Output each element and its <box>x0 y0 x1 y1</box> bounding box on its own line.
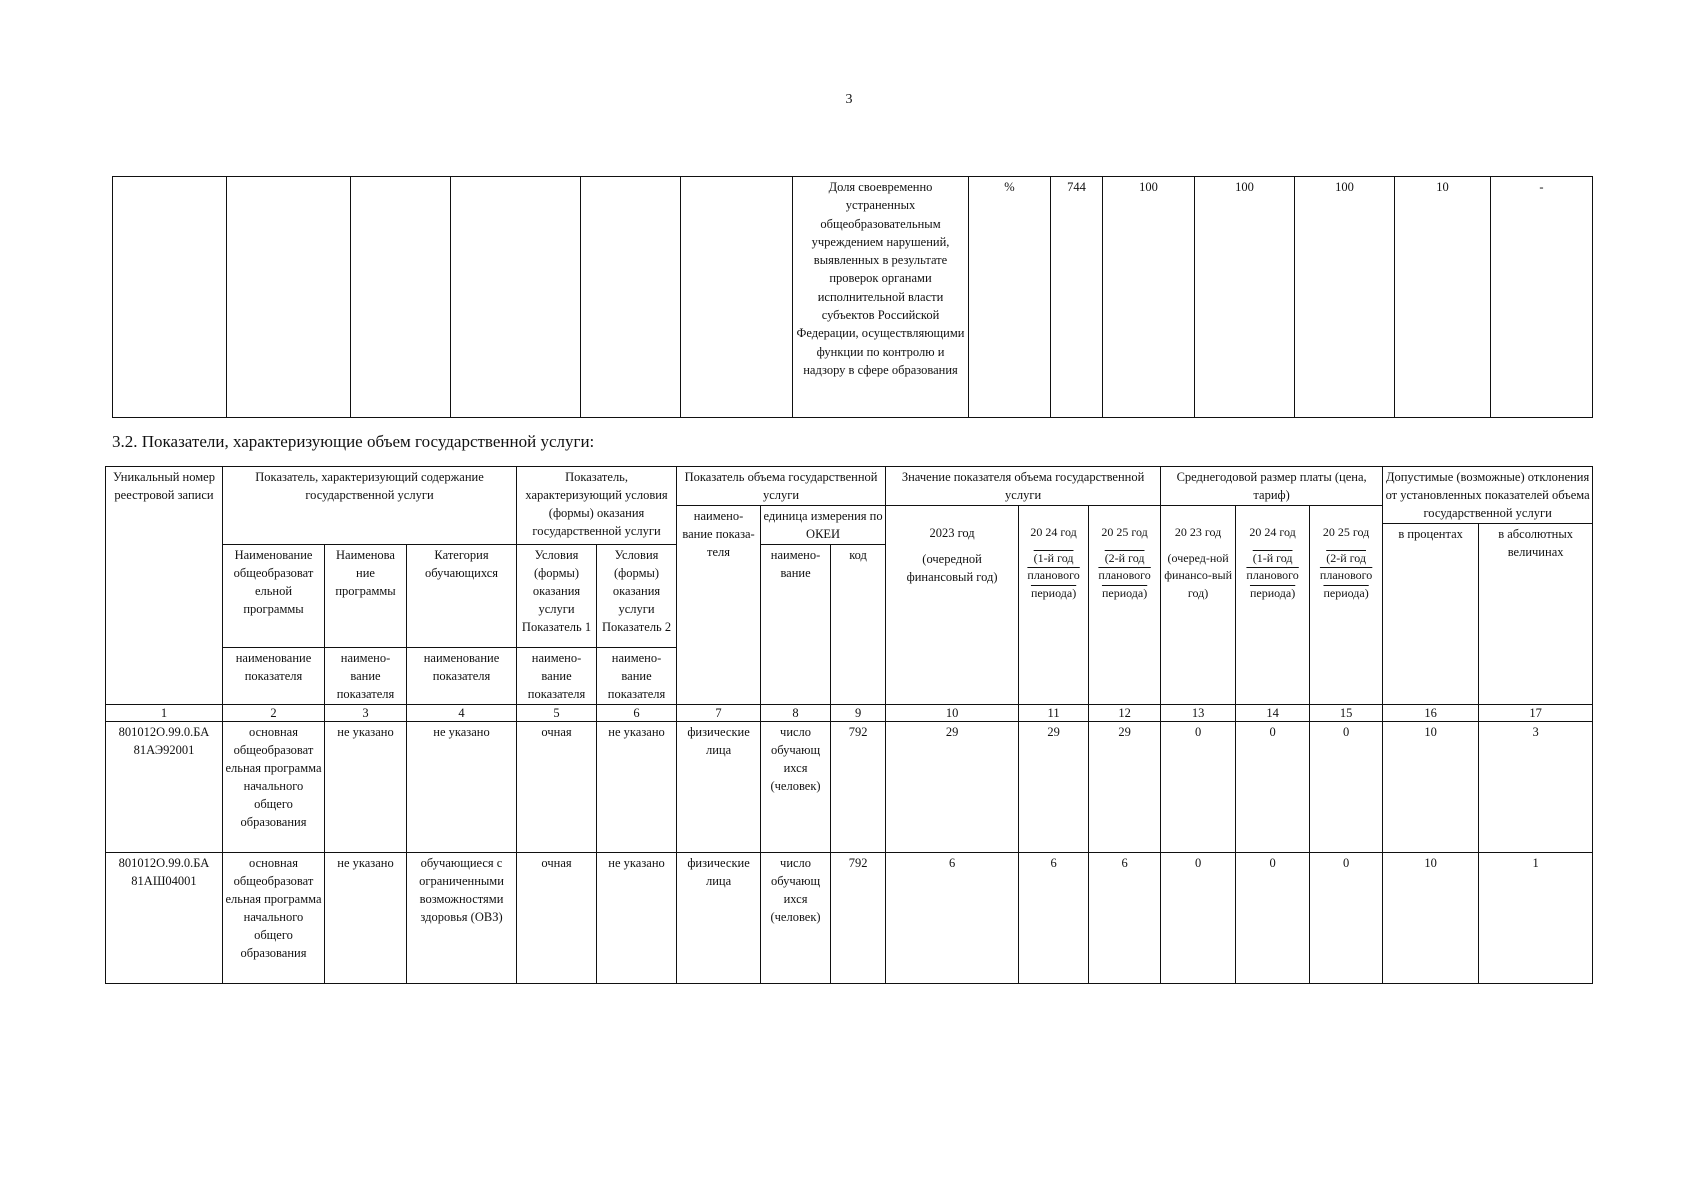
row-fee-2024: 0 <box>1236 853 1310 984</box>
empty-cell <box>581 177 681 418</box>
row-fee-2025: 0 <box>1310 722 1383 853</box>
header-label-name-4: наимено-вание показателя <box>517 648 597 705</box>
row-value-2024: 6 <box>1019 853 1089 984</box>
column-number: 4 <box>407 705 517 722</box>
header-volume-value: Значение показателя объема государственной услуги <box>886 467 1161 506</box>
header-value-2025-note: (2-й год планового периода) <box>1098 550 1151 600</box>
column-number-row <box>106 705 1593 722</box>
header-conditions-indicator: Показатель, характеризующий условия (формы) оказания государственной услуги <box>517 467 677 545</box>
row-unit: число обучающ ихся (человек) <box>761 853 831 984</box>
row-deviation-percent: 10 <box>1383 853 1479 984</box>
header-deviations: Допустимые (возможные) отклонения от установленных показателей объема государственной услуги <box>1383 467 1593 524</box>
row-value-2023: 6 <box>886 853 1019 984</box>
header-fee-2023 <box>1161 506 1236 705</box>
header-average-fee: Среднегодовой размер платы (цена, тариф) <box>1161 467 1383 506</box>
row-unique-number: 801012О.99.0.БА 81АШ04001 <box>106 853 223 984</box>
column-number: 14 <box>1236 705 1310 722</box>
header-value-2024 <box>1019 506 1089 705</box>
column-number: 5 <box>517 705 597 722</box>
row-program-name: не указано <box>325 853 407 984</box>
row-fee-2023: 0 <box>1161 853 1236 984</box>
header-program-type: Наименование общеобразоват ельной программы <box>223 545 325 648</box>
code-cell: 744 <box>1051 177 1103 418</box>
column-number: 8 <box>761 705 831 722</box>
header-value-2024-year: 20 24 год <box>1030 525 1077 539</box>
header-fee-2024-note: (1-й год планового периода) <box>1246 550 1299 600</box>
quality-indicators-table-continuation <box>112 176 1593 418</box>
column-number: 2 <box>223 705 325 722</box>
header-condition-2: Условия (формы) оказания услуги Показатель 2 <box>597 545 677 648</box>
header-value-2023 <box>886 506 1019 705</box>
row-condition-1: очная <box>517 853 597 984</box>
header-value-2023-year: 2023 год <box>929 526 975 540</box>
empty-cell <box>451 177 581 418</box>
table-row <box>106 722 1593 853</box>
header-value-2023-note: (очередной финансовый год) <box>906 552 998 584</box>
row-category: обучающиеся с ограниченными возможностями здоровья (ОВЗ) <box>407 853 517 984</box>
row-program-name: не указано <box>325 722 407 853</box>
table-row <box>106 853 1593 984</box>
row-value-2025: 6 <box>1089 853 1161 984</box>
row-deviation-absolute: 1 <box>1479 853 1593 984</box>
header-value-2025-year: 20 25 год <box>1101 525 1148 539</box>
deviation-percent-cell: 10 <box>1395 177 1491 418</box>
header-content-indicator: Показатель, характеризующий содержание государственной услуги <box>223 467 517 545</box>
header-fee-2024-year: 20 24 год <box>1249 525 1296 539</box>
value-2024-cell: 100 <box>1195 177 1295 418</box>
row-deviation-absolute: 3 <box>1479 722 1593 853</box>
header-fee-2025-year: 20 25 год <box>1322 525 1370 539</box>
header-unit-okei: единица измерения по ОКЕИ <box>761 506 886 545</box>
table-row <box>113 177 1593 418</box>
header-label-name-5: наимено-вание показателя <box>597 648 677 705</box>
header-fee-2023-year: 20 23 год <box>1174 525 1222 539</box>
row-program: основная общеобразоват ельная программа начального общего образования <box>223 722 325 853</box>
column-number: 9 <box>831 705 886 722</box>
empty-cell <box>351 177 451 418</box>
row-value-2025: 29 <box>1089 722 1161 853</box>
header-unit-name: наимено-вание <box>761 545 831 705</box>
row-fee-2025: 0 <box>1310 853 1383 984</box>
header-unique-number: Уникальный номер реестровой записи <box>106 467 223 705</box>
header-unit-code: код <box>831 545 886 705</box>
header-deviation-absolute: в абсолютных величинах <box>1479 524 1593 705</box>
column-number: 12 <box>1089 705 1161 722</box>
header-fee-2025 <box>1310 506 1383 705</box>
unit-cell: % <box>969 177 1051 418</box>
header-program-name: Наименова ние программы <box>325 545 407 648</box>
column-number: 16 <box>1383 705 1479 722</box>
row-condition-2: не указано <box>597 722 677 853</box>
header-value-2024-note: (1-й год планового периода) <box>1027 550 1080 600</box>
header-value-2025 <box>1089 506 1161 705</box>
header-condition-1: Условия (формы) оказания услуги Показатель 1 <box>517 545 597 648</box>
row-indicator: физические лица <box>677 722 761 853</box>
column-number: 6 <box>597 705 677 722</box>
column-number: 17 <box>1479 705 1593 722</box>
header-fee-2025-note: (2-й год планового периода) <box>1319 550 1373 600</box>
page-number: 3 <box>845 92 853 107</box>
column-number: 11 <box>1019 705 1089 722</box>
header-student-category: Категория обучающихся <box>407 545 517 648</box>
row-indicator: физические лица <box>677 853 761 984</box>
row-value-2023: 29 <box>886 722 1019 853</box>
row-program: основная общеобразоват ельная программа начального общего образования <box>223 853 325 984</box>
row-value-2024: 29 <box>1019 722 1089 853</box>
row-deviation-percent: 10 <box>1383 722 1479 853</box>
row-fee-2023: 0 <box>1161 722 1236 853</box>
value-2023-cell: 100 <box>1103 177 1195 418</box>
header-volume-indicator: Показатель объема государственной услуги <box>677 467 886 506</box>
header-fee-2023-note: (очеред-ной финансо-вый год) <box>1164 550 1233 600</box>
column-number: 1 <box>106 705 223 722</box>
empty-cell <box>113 177 227 418</box>
volume-indicators-table <box>105 466 1593 984</box>
empty-cell <box>227 177 351 418</box>
header-deviation-percent: в процентах <box>1383 524 1479 705</box>
row-condition-2: не указано <box>597 853 677 984</box>
column-number: 13 <box>1161 705 1236 722</box>
header-indicator-name: наимено-вание показа-теля <box>677 506 761 705</box>
column-number: 3 <box>325 705 407 722</box>
indicator-name-cell: Доля своевременно устраненных общеобразовательным учреждением нарушений, выявленных в результате проверок органами исполнительной власти субъектов Российской Федерации, осуществляющими функции по контролю и надзору в сфере образования <box>793 177 969 418</box>
header-label-name-2: наимено-вание показателя <box>325 648 407 705</box>
deviation-absolute-cell: - <box>1491 177 1593 418</box>
empty-cell <box>681 177 793 418</box>
row-unit: число обучающ ихся (человек) <box>761 722 831 853</box>
header-row-1 <box>106 467 1593 506</box>
header-label-name-3: наименование показателя <box>407 648 517 705</box>
row-fee-2024: 0 <box>1236 722 1310 853</box>
column-number: 15 <box>1310 705 1383 722</box>
header-label-name-1: наименование показателя <box>223 648 325 705</box>
column-number: 10 <box>886 705 1019 722</box>
header-fee-2024 <box>1236 506 1310 705</box>
row-unit-code: 792 <box>831 722 886 853</box>
value-2025-cell: 100 <box>1295 177 1395 418</box>
row-category: не указано <box>407 722 517 853</box>
column-number: 7 <box>677 705 761 722</box>
section-title: 3.2. Показатели, характеризующие объем государственной услуги: <box>112 432 595 451</box>
row-condition-1: очная <box>517 722 597 853</box>
row-unique-number: 801012О.99.0.БА 81АЭ92001 <box>106 722 223 853</box>
row-unit-code: 792 <box>831 853 886 984</box>
